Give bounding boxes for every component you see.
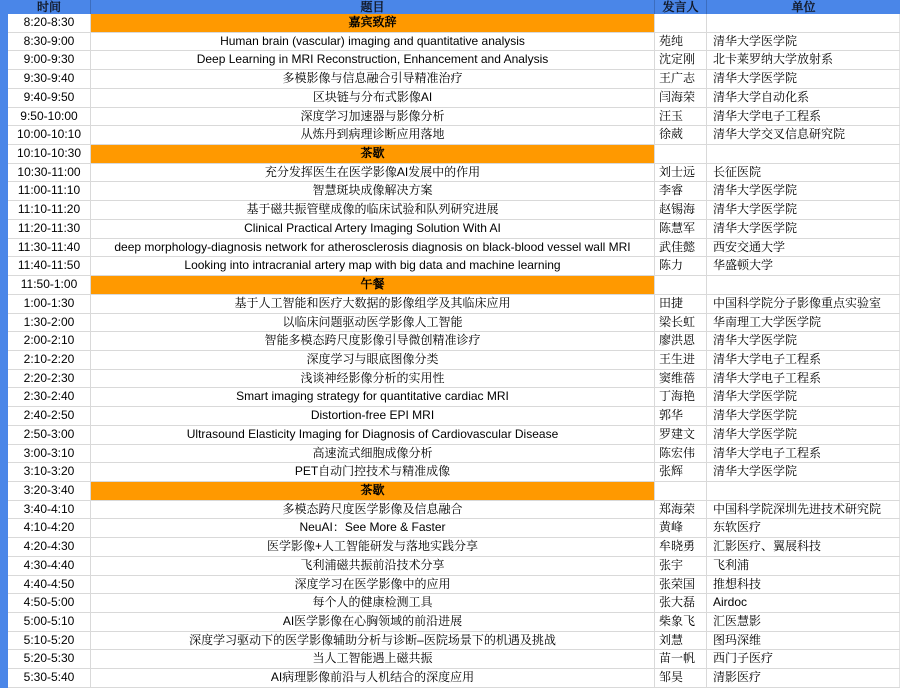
column-header-org[interactable]: 单位	[791, 0, 816, 14]
title-cell[interactable]: 从炼丹到病理诊断应用落地	[91, 126, 655, 144]
speaker-cell[interactable]: 王生进	[655, 351, 707, 369]
table-row	[0, 89, 900, 108]
speaker-cell[interactable]: 苑纯	[655, 33, 707, 51]
org-cell[interactable]: 华南理工大学医学院	[707, 314, 900, 332]
speaker-cell[interactable]: 赵锡海	[655, 201, 707, 219]
speaker-cell[interactable]: 苗一帆	[655, 650, 707, 668]
title-cell[interactable]: Clinical Practical Artery Imaging Solution With AI	[91, 220, 655, 238]
speaker-cell[interactable]: 武佳懿	[655, 239, 707, 257]
speaker-cell[interactable]: 张荣国	[655, 576, 707, 594]
time-cell[interactable]: 3:10-3:20	[8, 463, 91, 481]
table-row	[0, 388, 900, 407]
table-row	[0, 70, 900, 89]
time-cell[interactable]: 10:10-10:30	[8, 145, 91, 163]
title-cell[interactable]: Smart imaging strategy for quantitative cardiac MRI	[91, 388, 655, 406]
table-body	[0, 14, 900, 688]
org-cell[interactable]: 西门子医疗	[707, 650, 900, 668]
time-cell[interactable]: 3:00-3:10	[8, 445, 91, 463]
time-cell[interactable]: 11:20-11:30	[8, 220, 91, 238]
column-header-speaker[interactable]: 发言人	[655, 0, 707, 14]
speaker-cell[interactable]: 田捷	[655, 295, 707, 313]
org-cell[interactable]: 东软医疗	[707, 519, 900, 537]
table-row	[0, 332, 900, 351]
title-cell[interactable]: 多模影像与信息融合引导精准治疗	[91, 70, 655, 88]
speaker-cell[interactable]: 张宇	[655, 557, 707, 575]
section-title-cell[interactable]: 午餐	[91, 276, 655, 294]
title-cell[interactable]: Distortion-free EPI MRI	[91, 407, 655, 425]
table-row	[0, 164, 900, 183]
title-cell[interactable]: Deep Learning in MRI Reconstruction, Enhancement and Analysis	[91, 51, 655, 69]
time-cell[interactable]: 3:40-4:10	[8, 501, 91, 519]
org-cell[interactable]: 清华大学电子工程系	[707, 445, 900, 463]
speaker-cell[interactable]: 黄峰	[655, 519, 707, 537]
speaker-cell[interactable]	[655, 482, 707, 500]
time-cell[interactable]: 8:30-9:00	[8, 33, 91, 51]
org-cell[interactable]: 推想科技	[707, 576, 900, 594]
section-row	[0, 145, 900, 164]
speaker-cell[interactable]: 陈慧军	[655, 220, 707, 238]
table-row	[0, 519, 900, 538]
org-cell[interactable]: Airdoc	[707, 594, 900, 612]
speaker-cell[interactable]: 张大磊	[655, 594, 707, 612]
speaker-cell[interactable]: 郭华	[655, 407, 707, 425]
title-cell[interactable]: 以临床问题驱动医学影像人工智能	[91, 314, 655, 332]
org-cell[interactable]: 图玛深维	[707, 632, 900, 650]
org-cell[interactable]: 中国科学院分子影像重点实验室	[707, 295, 900, 313]
speaker-cell[interactable]: 沈定刚	[655, 51, 707, 69]
table-row	[0, 257, 900, 276]
time-cell[interactable]: 10:30-11:00	[8, 164, 91, 182]
title-cell[interactable]: 飞利浦磁共振前沿技术分享	[91, 557, 655, 575]
speaker-cell[interactable]: 刘士远	[655, 164, 707, 182]
time-cell[interactable]: 1:00-1:30	[8, 295, 91, 313]
time-cell[interactable]: 2:20-2:30	[8, 370, 91, 388]
table-row	[0, 182, 900, 201]
org-cell[interactable]: 飞利浦	[707, 557, 900, 575]
speaker-cell[interactable]: 闫海荣	[655, 89, 707, 107]
table-row	[0, 594, 900, 613]
org-cell[interactable]: 中国科学院深圳先进技术研究院	[707, 501, 900, 519]
title-cell[interactable]: 高速流式细胞成像分析	[91, 445, 655, 463]
time-cell[interactable]: 11:40-11:50	[8, 257, 91, 275]
time-cell[interactable]: 9:00-9:30	[8, 51, 91, 69]
table-row	[0, 126, 900, 145]
time-cell[interactable]: 11:50-1:00	[8, 276, 91, 294]
time-cell[interactable]: 5:20-5:30	[8, 650, 91, 668]
time-cell[interactable]: 4:50-5:00	[8, 594, 91, 612]
org-cell[interactable]: 华盛顿大学	[707, 257, 900, 275]
title-cell[interactable]: 深度学习在医学影像中的应用	[91, 576, 655, 594]
column-header-title[interactable]: 题目	[91, 0, 655, 14]
title-cell[interactable]: Looking into intracranial artery map with big data and machine learning	[91, 257, 655, 275]
org-cell[interactable]: 长征医院	[707, 164, 900, 182]
speaker-cell[interactable]: 丁海艳	[655, 388, 707, 406]
time-cell[interactable]: 9:40-9:50	[8, 89, 91, 107]
org-cell[interactable]: 清华大学医学院	[707, 407, 900, 425]
speaker-cell[interactable]	[655, 14, 707, 32]
title-cell[interactable]: 当人工智能遇上磁共振	[91, 650, 655, 668]
title-cell[interactable]: 充分发挥医生在医学影像AI发展中的作用	[91, 164, 655, 182]
org-cell[interactable]	[707, 276, 900, 294]
time-cell[interactable]: 8:20-8:30	[8, 14, 91, 32]
time-cell[interactable]: 1:30-2:00	[8, 314, 91, 332]
speaker-cell[interactable]: 郑海荣	[655, 501, 707, 519]
speaker-cell[interactable]: 张辉	[655, 463, 707, 481]
org-cell[interactable]: 清华大学医学院	[707, 201, 900, 219]
time-cell[interactable]: 11:00-11:10	[8, 182, 91, 200]
title-cell[interactable]: deep morphology-diagnosis network for atherosclerosis diagnosis on black-blood vessel wall MRI	[91, 239, 655, 257]
section-row	[0, 482, 900, 501]
org-cell[interactable]: 清华大学医学院	[707, 463, 900, 481]
title-cell[interactable]: 多模态跨尺度医学影像及信息融合	[91, 501, 655, 519]
speaker-cell[interactable]: 陈力	[655, 257, 707, 275]
title-cell[interactable]: 每个人的健康检测工具	[91, 594, 655, 612]
title-cell[interactable]: 浅谈神经影像分析的实用性	[91, 370, 655, 388]
org-cell[interactable]: 西安交通大学	[707, 239, 900, 257]
table-row	[0, 576, 900, 595]
table-row	[0, 613, 900, 632]
time-cell[interactable]: 3:20-3:40	[8, 482, 91, 500]
table-row	[0, 51, 900, 70]
org-cell[interactable]	[707, 145, 900, 163]
title-cell[interactable]: Human brain (vascular) imaging and quantitative analysis	[91, 33, 655, 51]
table-row	[0, 650, 900, 669]
section-row	[0, 14, 900, 33]
speaker-cell[interactable]: 廖洪恩	[655, 332, 707, 350]
table-header-row	[0, 0, 900, 14]
speaker-cell[interactable]: 陈宏伟	[655, 445, 707, 463]
org-cell[interactable]: 清华大学医学院	[707, 70, 900, 88]
title-cell[interactable]: NeuAI：See More & Faster	[91, 519, 655, 537]
time-cell[interactable]: 9:30-9:40	[8, 70, 91, 88]
table-row	[0, 557, 900, 576]
org-cell[interactable]: 清华大学电子工程系	[707, 108, 900, 126]
table-row	[0, 33, 900, 52]
org-cell[interactable]: 清华大学医学院	[707, 426, 900, 444]
org-cell[interactable]: 清华大学自动化系	[707, 89, 900, 107]
org-cell[interactable]: 清华大学医学院	[707, 388, 900, 406]
title-cell[interactable]: 深度学习驱动下的医学影像辅助分析与诊断–医院场景下的机遇及挑战	[91, 632, 655, 650]
column-header-time[interactable]: 时间	[8, 0, 91, 14]
table-row	[0, 314, 900, 333]
title-cell[interactable]: 基于人工智能和医疗大数据的影像组学及其临床应用	[91, 295, 655, 313]
speaker-cell[interactable]: 窦维蓓	[655, 370, 707, 388]
speaker-cell[interactable]: 柴象飞	[655, 613, 707, 631]
org-cell[interactable]: 清华大学医学院	[707, 182, 900, 200]
org-cell[interactable]	[707, 14, 900, 32]
table-row	[0, 220, 900, 239]
org-cell[interactable]: 清影医疗	[707, 669, 900, 687]
title-cell[interactable]: 区块链与分布式影像AI	[91, 89, 655, 107]
title-cell[interactable]: 基于磁共振管壁成像的临床试验和队列研究进展	[91, 201, 655, 219]
table-row	[0, 108, 900, 127]
table-row	[0, 501, 900, 520]
section-row	[0, 276, 900, 295]
org-cell[interactable]: 北卡莱罗纳大学放射系	[707, 51, 900, 69]
time-cell[interactable]: 4:10-4:20	[8, 519, 91, 537]
org-cell[interactable]: 清华大学医学院	[707, 332, 900, 350]
time-cell[interactable]: 10:00-10:10	[8, 126, 91, 144]
time-cell[interactable]: 11:10-11:20	[8, 201, 91, 219]
org-cell[interactable]	[707, 482, 900, 500]
time-cell[interactable]: 11:30-11:40	[8, 239, 91, 257]
time-cell[interactable]: 9:50-10:00	[8, 108, 91, 126]
org-cell[interactable]: 清华大学电子工程系	[707, 370, 900, 388]
section-title-cell[interactable]: 嘉宾致辞	[91, 14, 655, 32]
title-cell[interactable]: AI病理影像前沿与人机结合的深度应用	[91, 669, 655, 687]
time-cell[interactable]: 4:20-4:30	[8, 538, 91, 556]
table-row	[0, 295, 900, 314]
time-cell[interactable]: 2:30-2:40	[8, 388, 91, 406]
time-cell[interactable]: 2:40-2:50	[8, 407, 91, 425]
table-row	[0, 407, 900, 426]
speaker-cell[interactable]: 罗建文	[655, 426, 707, 444]
section-title-cell[interactable]: 茶歇	[91, 482, 655, 500]
time-cell[interactable]: 5:00-5:10	[8, 613, 91, 631]
section-title-cell[interactable]: 茶歇	[91, 145, 655, 163]
speaker-cell[interactable]: 李睿	[655, 182, 707, 200]
time-cell[interactable]: 2:50-3:00	[8, 426, 91, 444]
title-cell[interactable]: PET自动门控技术与精准成像	[91, 463, 655, 481]
table-row	[0, 632, 900, 651]
title-cell[interactable]: AI医学影像在心胸领域的前沿进展	[91, 613, 655, 631]
time-cell[interactable]: 4:30-4:40	[8, 557, 91, 575]
time-cell[interactable]: 2:00-2:10	[8, 332, 91, 350]
org-cell[interactable]: 清华大学交叉信息研究院	[707, 126, 900, 144]
speaker-cell[interactable]	[655, 276, 707, 294]
org-cell[interactable]: 汇医慧影	[707, 613, 900, 631]
title-cell[interactable]: 智慧斑块成像解决方案	[91, 182, 655, 200]
speaker-cell[interactable]: 牟晓勇	[655, 538, 707, 556]
speaker-cell[interactable]: 汪玉	[655, 108, 707, 126]
speaker-cell[interactable]: 王广志	[655, 70, 707, 88]
table-row	[0, 239, 900, 258]
speaker-cell[interactable]: 刘慧	[655, 632, 707, 650]
time-cell[interactable]: 4:40-4:50	[8, 576, 91, 594]
title-cell[interactable]: 智能多模态跨尺度影像引导微创精准诊疗	[91, 332, 655, 350]
table-row	[0, 201, 900, 220]
speaker-cell[interactable]: 邹昊	[655, 669, 707, 687]
time-cell[interactable]: 2:10-2:20	[8, 351, 91, 369]
title-cell[interactable]: 深度学习与眼底图像分类	[91, 351, 655, 369]
title-cell[interactable]: Ultrasound Elasticity Imaging for Diagnosis of Cardiovascular Disease	[91, 426, 655, 444]
org-cell[interactable]: 清华大学电子工程系	[707, 351, 900, 369]
org-cell[interactable]: 汇影医疗、翼展科技	[707, 538, 900, 556]
title-cell[interactable]: 深度学习加速器与影像分析	[91, 108, 655, 126]
time-cell[interactable]: 5:10-5:20	[8, 632, 91, 650]
left-accent-strip	[0, 0, 8, 688]
table-row	[0, 370, 900, 389]
time-cell[interactable]: 5:30-5:40	[8, 669, 91, 687]
org-cell[interactable]: 清华大学医学院	[707, 33, 900, 51]
title-cell[interactable]: 医学影像+人工智能研发与落地实践分享	[91, 538, 655, 556]
speaker-cell[interactable]: 徐葳	[655, 126, 707, 144]
speaker-cell[interactable]	[655, 145, 707, 163]
table-row	[0, 463, 900, 482]
speaker-cell[interactable]: 梁长虹	[655, 314, 707, 332]
table-row	[0, 445, 900, 464]
table-row	[0, 351, 900, 370]
table-row	[0, 538, 900, 557]
table-row	[0, 669, 900, 688]
org-cell[interactable]: 清华大学医学院	[707, 220, 900, 238]
table-row	[0, 426, 900, 445]
